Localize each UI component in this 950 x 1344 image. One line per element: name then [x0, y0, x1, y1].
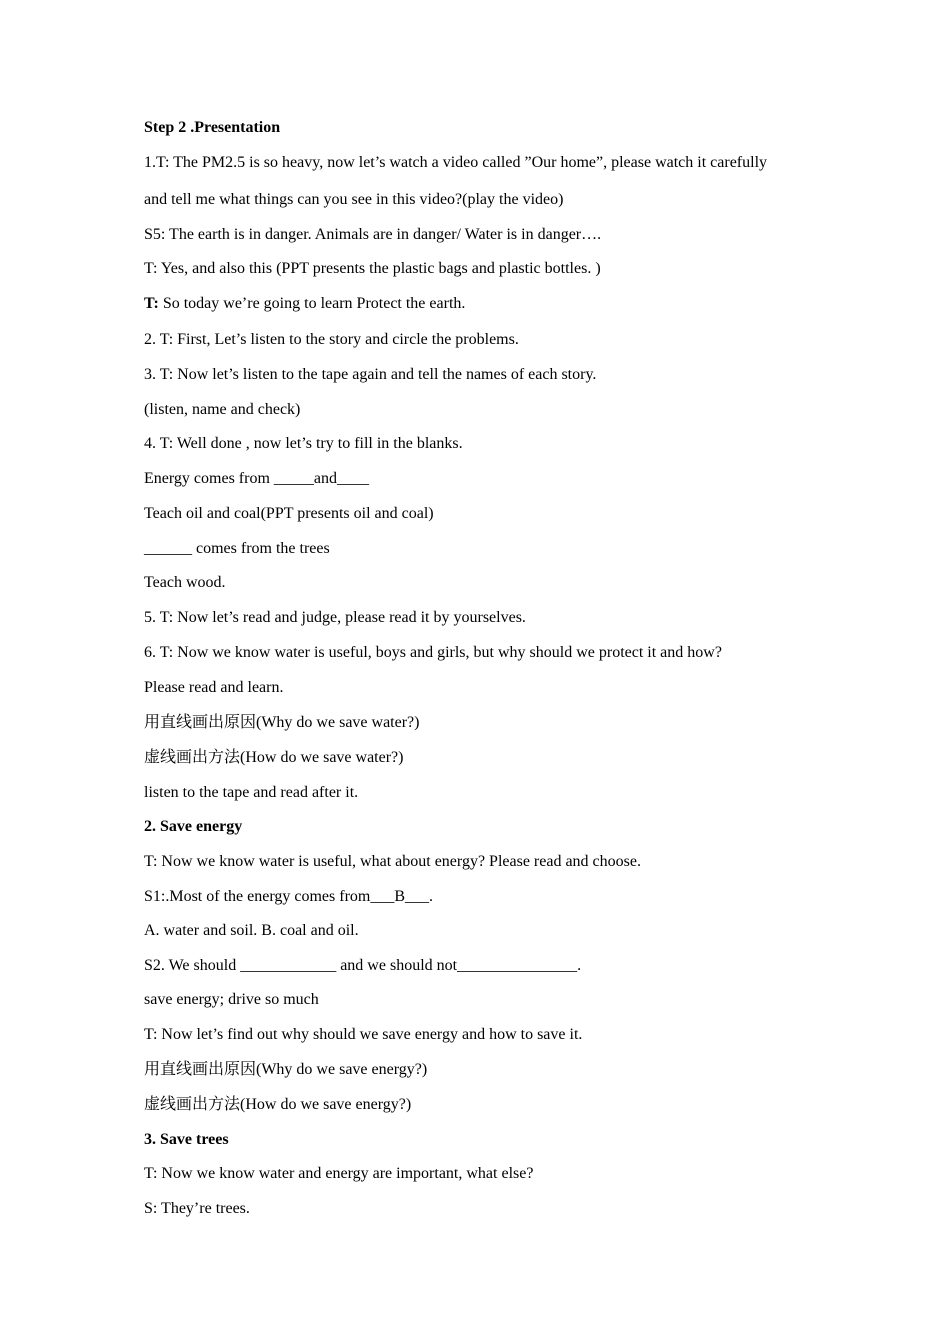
- paragraph-line: 3. T: Now let’s listen to the tape again and tell the names of each story.: [144, 366, 597, 383]
- speaker-label: T:: [144, 295, 159, 312]
- paragraph-line: S5: The earth is in danger. Animals are in danger/ Water is in danger….: [144, 226, 602, 243]
- paragraph-line: 2. T: First, Let’s listen to the story and circle the problems.: [144, 331, 519, 348]
- subsection-heading: 2. Save energy: [144, 818, 243, 835]
- paragraph-line: Teach wood.: [144, 574, 226, 591]
- paragraph-text: So today we’re going to learn Protect the earth.: [162, 295, 466, 312]
- paragraph-line: (listen, name and check): [144, 401, 301, 418]
- paragraph-line: T: Now we know water is useful, what about energy? Please read and choose.: [144, 853, 641, 870]
- paragraph-line: 6. T: Now we know water is useful, boys and girls, but why should we protect it and how?: [144, 644, 722, 661]
- paragraph-line: S: They’re trees.: [144, 1200, 250, 1217]
- paragraph-line: and tell me what things can you see in this video?(play the video): [144, 191, 564, 208]
- paragraph-line: 1.T: The PM2.5 is so heavy, now let’s watch a video called ”Our home”, please watch it carefully: [144, 154, 768, 171]
- paragraph-line: 4. T: Well done , now let’s try to fill in the blanks.: [144, 435, 463, 452]
- paragraph-line: T: Now we know water and energy are important, what else?: [144, 1165, 534, 1182]
- subsection-heading: 3. Save trees: [144, 1131, 229, 1148]
- section-heading: Step 2 .Presentation: [144, 119, 281, 136]
- paragraph-line: ______ comes from the trees: [144, 540, 330, 557]
- paragraph-line: listen to the tape and read after it.: [144, 784, 359, 801]
- paragraph-line: S1:.Most of the energy comes from___B___.: [144, 888, 434, 905]
- paragraph-line: 5. T: Now let’s read and judge, please read it by yourselves.: [144, 609, 526, 626]
- paragraph-line: Energy comes from _____and____: [144, 470, 369, 487]
- paragraph-line: [144, 294, 465, 314]
- paragraph-line: Please read and learn.: [144, 679, 284, 696]
- paragraph-line: save energy; drive so much: [144, 991, 319, 1008]
- paragraph-line: 虚线画出方法(How do we save energy?): [144, 1096, 412, 1113]
- paragraph-line: T: Now let’s find out why should we save energy and how to save it.: [144, 1026, 583, 1043]
- paragraph-line: A. water and soil. B. coal and oil.: [144, 922, 359, 939]
- paragraph-line: S2. We should ____________ and we should not_______________.: [144, 957, 582, 974]
- paragraph-line: 用直线画出原因(Why do we save energy?): [144, 1061, 428, 1078]
- paragraph-line: Teach oil and coal(PPT presents oil and coal): [144, 505, 434, 522]
- paragraph-line: 虚线画出方法(How do we save water?): [144, 749, 404, 766]
- paragraph-line: T: Yes, and also this (PPT presents the plastic bags and plastic bottles. ): [144, 260, 601, 277]
- paragraph-line: 用直线画出原因(Why do we save water?): [144, 714, 420, 731]
